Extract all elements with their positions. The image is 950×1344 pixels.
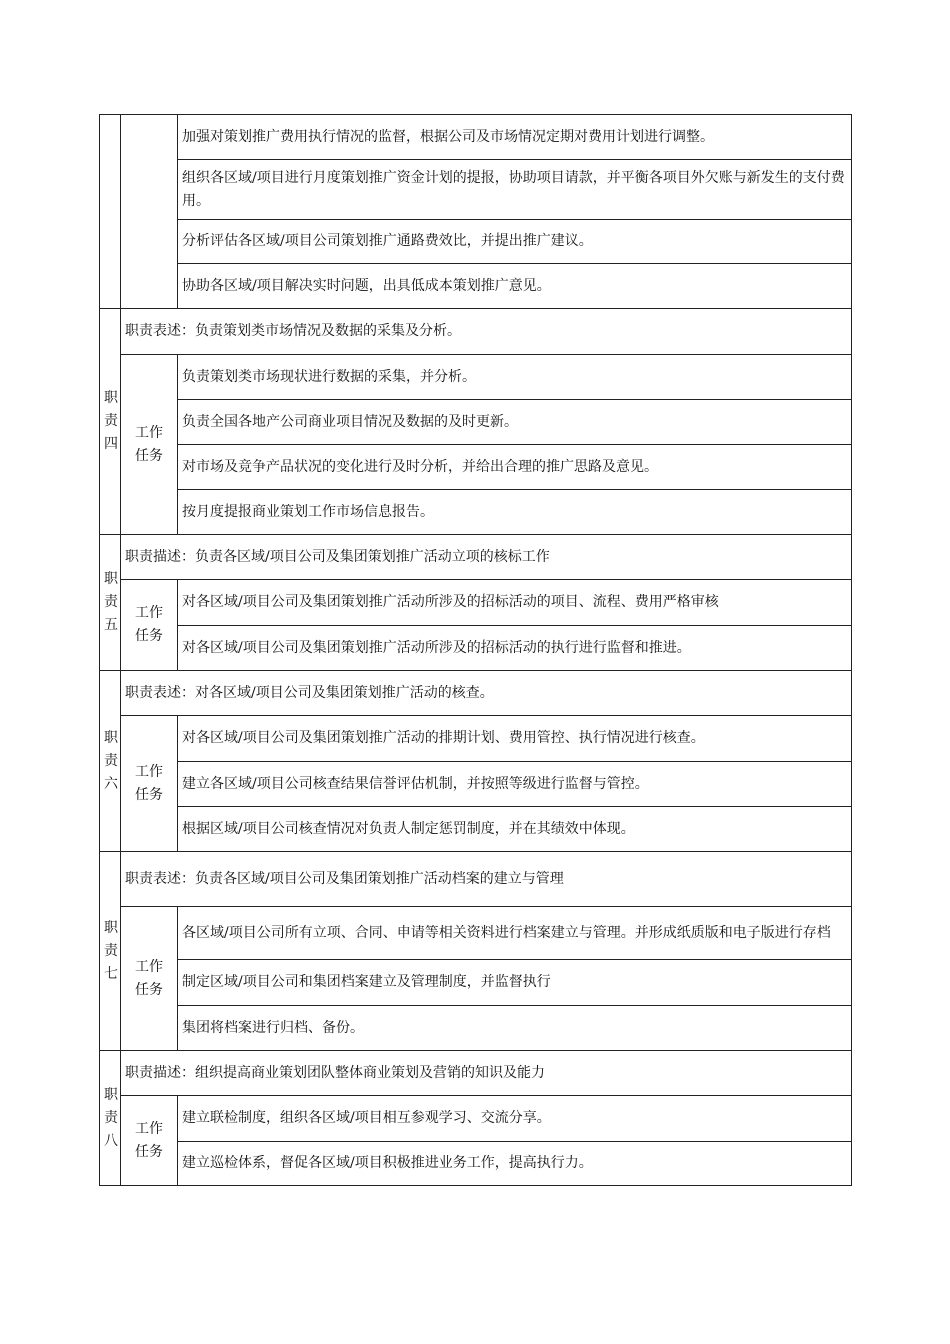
- section-label-seven: 职 责 七: [100, 852, 121, 1051]
- table-row: [100, 220, 852, 264]
- table-row: [100, 535, 852, 580]
- table-row: [100, 1142, 852, 1186]
- table-row: [100, 1096, 852, 1142]
- table-row: [100, 1051, 852, 1096]
- task-item: 建立各区域/项目公司核查结果信誉评估机制，并按照等级进行监督与管控。: [178, 762, 852, 807]
- table-row: [100, 160, 852, 220]
- table-row: [100, 580, 852, 626]
- duty-table: [99, 114, 852, 1186]
- table-row: [100, 264, 852, 309]
- table-row: [100, 671, 852, 716]
- task-item: 对各区域/项目公司及集团策划推广活动所涉及的招标活动的项目、流程、费用严格审核: [178, 580, 852, 626]
- table-row: [100, 355, 852, 400]
- table-row: [100, 762, 852, 807]
- task-label: 工作 任务: [121, 355, 178, 535]
- table-row: [100, 490, 852, 535]
- task-item: 各区域/项目公司所有立项、合同、申请等相关资料进行档案建立与管理。并形成纸质版和电子版进行存档: [178, 907, 852, 960]
- task-item: 对市场及竞争产品状况的变化进行及时分析，并给出合理的推广思路及意见。: [178, 445, 852, 490]
- task-item: 按月度提报商业策划工作市场信息报告。: [178, 490, 852, 535]
- task-item: 加强对策划推广费用执行情况的监督，根据公司及市场情况定期对费用计划进行调整。: [178, 115, 852, 160]
- task-item: 对各区域/项目公司及集团策划推广活动所涉及的招标活动的执行进行监督和推进。: [178, 626, 852, 671]
- duty-description: 职责描述：组织提高商业策划团队整体商业策划及营销的知识及能力: [121, 1051, 852, 1096]
- task-item: 制定区域/项目公司和集团档案建立及管理制度，并监督执行: [178, 960, 852, 1006]
- task-label: 工作 任务: [121, 907, 178, 1051]
- table-row: [100, 626, 852, 671]
- duty-description: 职责表述：对各区域/项目公司及集团策划推广活动的核查。: [121, 671, 852, 716]
- task-label-cell: [121, 115, 178, 309]
- task-item: 根据区域/项目公司核查情况对负责人制定惩罚制度，并在其绩效中体现。: [178, 807, 852, 852]
- task-item: 建立联检制度，组织各区域/项目相互参观学习、交流分享。: [178, 1096, 852, 1142]
- section-label-eight: 职 责 八: [100, 1051, 121, 1186]
- task-item: 建立巡检体系，督促各区域/项目积极推进业务工作，提高执行力。: [178, 1142, 852, 1186]
- task-item: 组织各区域/项目进行月度策划推广资金计划的提报，协助项目请款，并平衡各项目外欠账与新发生的支付费用。: [178, 160, 852, 220]
- task-label: 工作 任务: [121, 1096, 178, 1186]
- table-row: [100, 445, 852, 490]
- table-row: [100, 907, 852, 960]
- table-row: [100, 1006, 852, 1051]
- duty-description: 职责描述：负责各区域/项目公司及集团策划推广活动立项的核标工作: [121, 535, 852, 580]
- table-row: [100, 115, 852, 160]
- section-label-six: 职 责 六: [100, 671, 121, 852]
- table-row: [100, 309, 852, 355]
- table-row: [100, 400, 852, 445]
- task-item: 协助各区域/项目解决实时问题，出具低成本策划推广意见。: [178, 264, 852, 309]
- task-item: 分析评估各区域/项目公司策划推广通路费效比，并提出推广建议。: [178, 220, 852, 264]
- table-row: [100, 716, 852, 762]
- section-label-four: 职 责 四: [100, 309, 121, 535]
- duty-description: 职责表述：负责各区域/项目公司及集团策划推广活动档案的建立与管理: [121, 852, 852, 907]
- task-item: 对各区域/项目公司及集团策划推广活动的排期计划、费用管控、执行情况进行核查。: [178, 716, 852, 762]
- section-label-cell: [100, 115, 121, 309]
- duty-description: 职责表述：负责策划类市场情况及数据的采集及分析。: [121, 309, 852, 355]
- task-item: 负责策划类市场现状进行数据的采集，并分析。: [178, 355, 852, 400]
- table-row: [100, 960, 852, 1006]
- task-label: 工作 任务: [121, 716, 178, 852]
- table-row: [100, 852, 852, 907]
- table-row: [100, 807, 852, 852]
- task-item: 集团将档案进行归档、备份。: [178, 1006, 852, 1051]
- section-label-five: 职 责 五: [100, 535, 121, 671]
- task-label: 工作 任务: [121, 580, 178, 671]
- task-item: 负责全国各地产公司商业项目情况及数据的及时更新。: [178, 400, 852, 445]
